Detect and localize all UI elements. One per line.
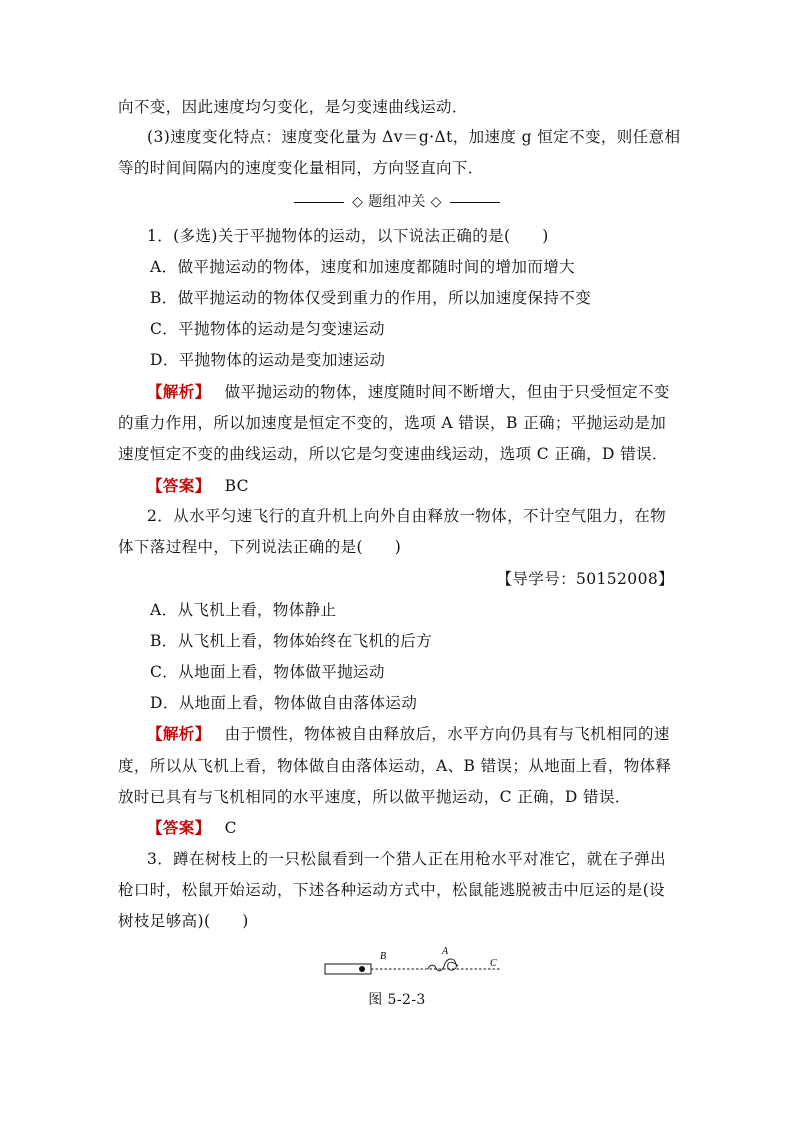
q2-answer-line <box>147 818 707 838</box>
q1-analysis-label: 【解析】 <box>147 382 211 401</box>
intro-line-2: (3)速度变化特点：速度变化量为 Δv＝g·Δt，加速度 g 恒定不变，则任意相 <box>147 128 681 146</box>
q1-analysis-line-3: 速度恒定不变的曲线运动，所以它是匀变速曲线运动，选项 C 正确，D 错误． <box>118 445 668 463</box>
q3-stem-line-1: 3．蹲在树枝上的一只松鼠看到一个猎人正在用枪水平对准它，就在子弹出 <box>147 850 667 868</box>
q1-option-b: B．做平抛运动的物体仅受到重力的作用，所以加速度保持不变 <box>150 289 592 307</box>
q1-analysis-text-1: 做平抛运动的物体，速度随时间不断增大，但由于只受恒定不变 <box>224 383 670 401</box>
q1-option-d: D．平抛物体的运动是变加速运动 <box>150 351 386 369</box>
intro-line-1: 向不变，因此速度均匀变化，是匀变速曲线运动． <box>118 98 468 116</box>
label-b: B <box>380 951 387 962</box>
divider-line-left <box>294 202 344 203</box>
q2-analysis-line-1 <box>147 724 707 744</box>
q2-option-d: D．从地面上看，物体做自由落体运动 <box>150 694 418 712</box>
q2-guide-number: 【导学号：50152008】 <box>496 570 674 588</box>
figure-5-2-3 <box>320 942 510 982</box>
q3-stem-line-2: 枪口时，松鼠开始运动，下述各种运动方式中，松鼠能逃脱被击中厄运的是(设 <box>118 881 666 899</box>
q1-option-a: A．做平抛运动的物体，速度和加速度都随时间的增加而增大 <box>150 258 575 276</box>
label-c: C <box>490 958 497 969</box>
q2-answer: C <box>224 819 237 837</box>
q3-stem-line-3: 树枝足够高)( ) <box>118 912 249 930</box>
q2-stem-line-2: 体下落过程中，下列说法正确的是( ) <box>118 538 402 556</box>
q2-answer-label: 【答案】 <box>147 818 211 837</box>
bullet <box>359 966 365 972</box>
q2-analysis-line-3: 放时已具有与飞机相同的水平速度，所以做平抛运动，C 正确，D 错误． <box>118 788 631 806</box>
q2-option-a: A．从飞机上看，物体静止 <box>150 601 337 619</box>
q2-analysis-text-1: 由于惯性，物体被自由释放后，水平方向仍具有与飞机相同的速 <box>224 725 670 743</box>
q2-analysis-label: 【解析】 <box>147 724 211 743</box>
section-title: ◇ 题组冲关 ◇ <box>352 194 442 210</box>
q2-option-c: C．从地面上看，物体做平抛运动 <box>150 663 385 681</box>
q1-answer-label: 【答案】 <box>147 476 211 495</box>
q2-analysis-line-2: 度，所以从飞机上看，物体做自由落体运动，A、B 错误；从地面上看，物体释 <box>118 757 672 775</box>
q1-answer-line <box>147 476 707 496</box>
q2-option-b: B．从飞机上看，物体始终在飞机的后方 <box>150 632 433 650</box>
q1-option-c: C．平抛物体的运动是匀变速运动 <box>150 320 385 338</box>
q1-analysis-line-2: 的重力作用，所以加速度是恒定不变的，选项 A 错误，B 正确；平抛运动是加 <box>118 414 667 432</box>
q1-analysis-line-1 <box>147 382 707 402</box>
q2-stem-line-1: 2．从水平匀速飞行的直升机上向外自由释放一物体，不计空气阻力，在物 <box>147 507 667 525</box>
divider-line-right <box>450 202 500 203</box>
label-a: A <box>442 946 449 957</box>
figure-caption: 图 5-2-3 <box>368 992 426 1008</box>
intro-line-3: 等的时间间隔内的速度变化量相同，方向竖直向下． <box>118 159 484 177</box>
q1-stem: 1．(多选)关于平抛物体的运动，以下说法正确的是( ) <box>147 227 549 245</box>
q1-answer: BC <box>224 477 249 495</box>
section-divider <box>0 192 794 212</box>
